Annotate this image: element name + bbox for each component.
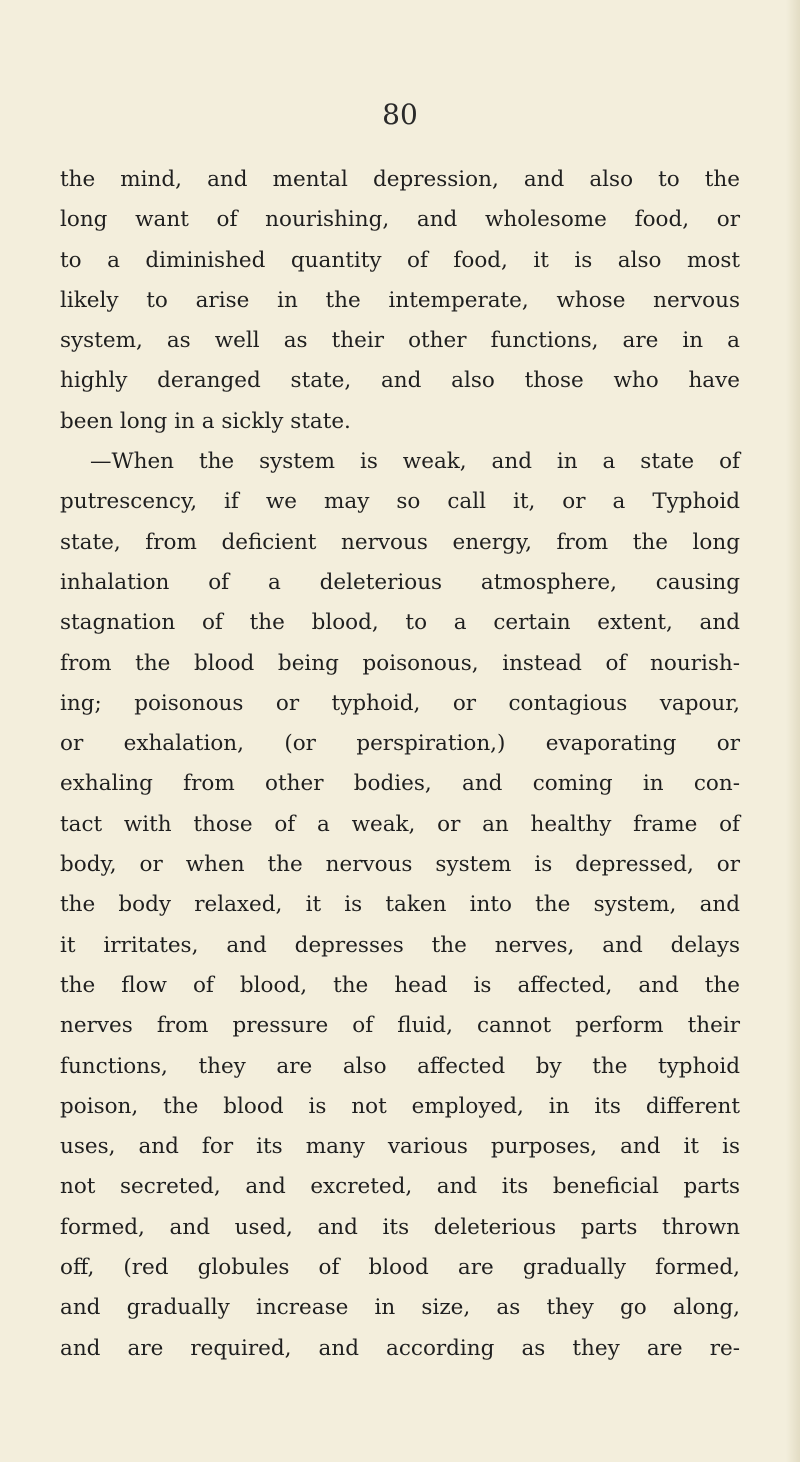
- text-line: and are required, and according as they are re-: [60, 1335, 740, 1361]
- text-line: tact with those of a weak, or an healthy frame of: [60, 811, 740, 837]
- text-line: and gradually increase in size, as they go along,: [60, 1295, 740, 1321]
- text-line: body, or when the nervous system is depressed, or: [60, 852, 740, 878]
- text-line: to a diminished quantity of food, it is also most: [60, 247, 740, 273]
- text-line: highly deranged state, and also those who have: [60, 368, 740, 394]
- text-line: state, from deficient nervous energy, from the long: [60, 529, 740, 555]
- text-line: the mind, and mental depression, and also to the: [60, 167, 740, 192]
- text-line: been long in a sickly state.: [60, 408, 351, 434]
- text-line: functions, they are also affected by the typhoid: [60, 1053, 740, 1079]
- text-line: not secreted, and excreted, and its beneficial parts: [60, 1174, 740, 1200]
- text-line: nerves from pressure of fluid, cannot perform their: [60, 1013, 740, 1039]
- text-line: exhaling from other bodies, and coming in con-: [60, 771, 740, 797]
- text-line: ing; poisonous or typhoid, or contagious vapour,: [60, 690, 740, 716]
- body-text: [60, 160, 740, 1369]
- text-line: long want of nourishing, and wholesome food, or: [60, 207, 740, 233]
- text-line: it irritates, and depresses the nerves, and delays: [60, 932, 740, 958]
- text-line: inhalation of a deleterious atmosphere, causing: [60, 569, 740, 595]
- page-edge-shadow: [786, 0, 800, 1462]
- text-line: putrescency, if we may so call it, or a Typhoid: [60, 489, 740, 515]
- text-line: poison, the blood is not employed, in its different: [60, 1093, 740, 1119]
- text-line: —When the system is weak, and in a state of: [90, 449, 740, 475]
- page-number: 80: [382, 98, 418, 131]
- text-line: uses, and for its many various purposes, and it is: [60, 1134, 740, 1160]
- text-line: the body relaxed, it is taken into the system, and: [60, 892, 740, 918]
- text-line: the flow of blood, the head is affected, and the: [60, 972, 740, 998]
- text-line: from the blood being poisonous, instead of nourish-: [60, 650, 740, 676]
- text-line: stagnation of the blood, to a certain extent, and: [60, 610, 740, 636]
- text-line: system, as well as their other functions, are in a: [60, 328, 740, 354]
- text-line: or exhalation, (or perspiration,) evaporating or: [60, 731, 740, 757]
- text-line: formed, and used, and its deleterious parts thrown: [60, 1214, 740, 1240]
- text-line: likely to arise in the intemperate, whose nervous: [60, 287, 740, 313]
- text-line: off, (red globules of blood are gradually formed,: [60, 1255, 740, 1281]
